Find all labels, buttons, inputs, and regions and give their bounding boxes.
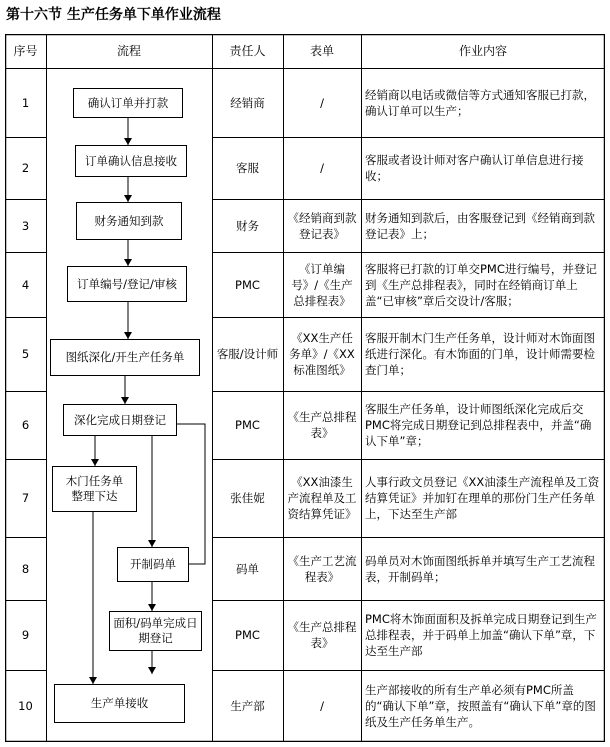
row-owner: 生产部: [230, 699, 265, 713]
header-owner: 责任人: [229, 44, 266, 58]
row-owner: 张佳妮: [230, 491, 265, 505]
row-content: 经销商以电话或微信等方式通知客服已打款，确认订单可以生产；: [365, 87, 595, 118]
row-owner: 码单: [236, 561, 259, 576]
row-no: 7: [21, 491, 30, 505]
row-owner: PMC: [235, 628, 260, 642]
row-form: 《XX生产任务单》/《XX标准图纸》: [289, 331, 355, 377]
row-no: 2: [21, 161, 30, 175]
row-content: 财务通知到款后，由客服登记到《经销商到款登记表》上；: [365, 210, 595, 241]
row-owner: 经销商: [230, 95, 265, 110]
row-form: /: [320, 161, 324, 175]
row-content: PMC将木饰面面积及拆单完成日期登记到生产总排程表，并于码单上加盖“确认下单”章，下达至生产部: [365, 612, 597, 658]
row-owner: PMC: [235, 418, 260, 432]
row-no: 4: [21, 277, 30, 292]
row-form: 《生产总排程表》: [287, 620, 357, 650]
header-flow: 流程: [116, 44, 141, 58]
row-form: 《生产工艺流程表》: [287, 553, 357, 584]
row-owner: PMC: [235, 277, 260, 292]
page-title: 第十六节 生产任务单下单作业流程: [6, 7, 221, 23]
row-content: 生产部接收的所有生产单必须有PMC所盖的“确认下单”章，按照盖有“确认下单”章的图纸及生产任务单生产。: [365, 683, 596, 729]
row-no: 5: [21, 347, 30, 361]
flow-step-door-task-dispatch: 木门任务单整理下达: [52, 466, 137, 512]
flow-step-confirm-order: 确认订单并打款: [73, 88, 183, 118]
header-form: 表单: [309, 44, 334, 58]
row-no: 9: [21, 628, 30, 642]
flow-step-finance-notice: 财务通知到款: [76, 202, 182, 240]
row-form: 《生产总排程表》: [287, 410, 357, 440]
row-no: 1: [21, 95, 30, 110]
row-owner: 财务: [236, 218, 259, 233]
header-content: 作业内容: [458, 44, 507, 58]
row-form: /: [320, 95, 324, 110]
row-content: 客服或者设计师对客户确认订单信息进行接收；: [365, 153, 584, 183]
row-content: 码单员对木饰面图纸拆单并填写生产工艺流程表，开制码单；: [365, 553, 595, 584]
row-owner: 客服/设计师: [216, 347, 279, 361]
flow-step-area-date-registration: 面积/码单完成日期登记: [109, 611, 202, 651]
flow-step-cutting-list: 开制码单: [117, 547, 189, 582]
row-no: 10: [18, 699, 33, 713]
row-no: 8: [21, 561, 30, 576]
row-form: 《XX油漆生产流程单及工资结算凭证》: [287, 475, 357, 521]
row-form: 《经销商到款登记表》: [287, 210, 357, 241]
row-content: 客服将已打款的订单交PMC进行编号，并登记到《生产总排程表》，同时在经销商订单上盖“已审核”章后交设计/客服；: [365, 261, 597, 308]
header-no: 序号: [13, 44, 38, 58]
row-content: 客服开制木门生产任务单，设计师对木饰面图纸进行深化。有木饰面的门单，设计师需要检查门单；: [365, 331, 595, 377]
row-content: 客服生产任务单，设计师图纸深化完成后交PMC将完成日期登记到总排程表中，并盖“确认下单”章；: [365, 402, 592, 448]
row-form: 《订单编号》/《生产总排程表》: [291, 261, 353, 308]
row-form: /: [320, 699, 324, 713]
process-table: [5, 34, 605, 742]
row-owner: 客服: [236, 161, 259, 175]
flow-step-production-receipt: 生产单接收: [54, 684, 185, 723]
flow-step-order-receipt: 订单确认信息接收: [75, 145, 187, 177]
row-no: 3: [21, 218, 30, 233]
row-no: 6: [21, 418, 30, 432]
flow-step-drawing-deepening: 图纸深化/开生产任务单: [50, 339, 200, 376]
flow-step-date-registration: 深化完成日期登记: [63, 404, 177, 436]
flow-step-order-numbering: 订单编号/登记/审核: [67, 266, 187, 302]
row-content: 人事行政文员登记《XX油漆生产流程单及工资结算凭证》并加钉在理单的那份门生产任务单上，下达至生产部: [365, 475, 600, 521]
